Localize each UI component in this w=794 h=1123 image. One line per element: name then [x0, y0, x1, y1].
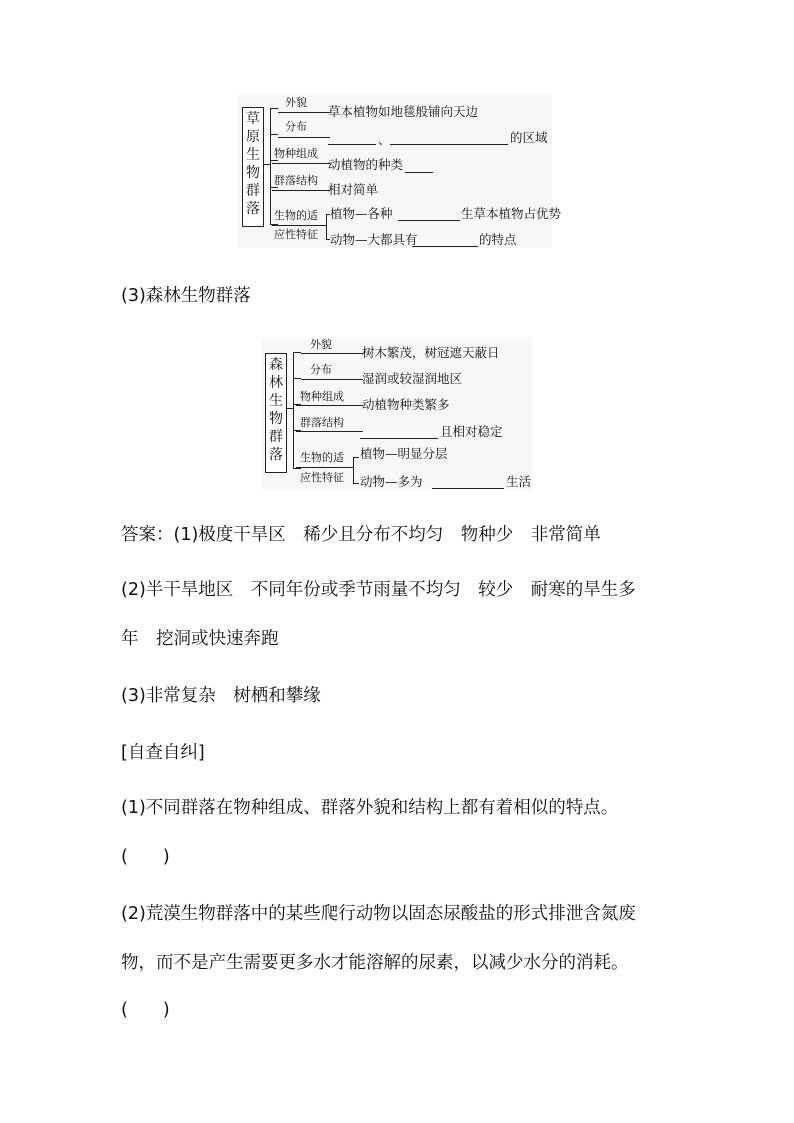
grassland-branch — [270, 108, 278, 109]
forest-label-adaptation: 应性特征 — [300, 471, 344, 484]
grassland-label-structure: 群落结构 — [274, 174, 318, 187]
grassland-label-underline — [278, 112, 326, 113]
forest-label-underline — [301, 353, 359, 354]
grassland-label-adaptation: 生物的适 — [274, 209, 318, 222]
grassland-title-char: 落 — [246, 201, 260, 217]
forest-label-distribution: 分布 — [310, 363, 332, 376]
forest-title-box — [265, 353, 287, 473]
grassland-blank — [328, 144, 376, 145]
forest-label-structure: 群落结构 — [300, 416, 344, 429]
forest-value-species: 动植物种类繁多 — [362, 397, 450, 412]
section-title-forest: (3)森林生物群落 — [121, 286, 251, 306]
self-check-answer-parens-1[interactable]: ( ) — [121, 847, 170, 867]
forest-sub-branch — [353, 483, 359, 484]
forest-sub-branch — [353, 457, 359, 458]
forest-value-distribution: 湿润或较湿润地区 — [362, 371, 463, 386]
grassland-value-plant-suffix: 生草本植物占优势 — [461, 206, 562, 221]
forest-blank — [360, 438, 438, 439]
forest-label-underline — [296, 431, 359, 432]
self-check-question-2-line-1: (2)荒漠生物群落中的某些爬行动物以固态尿酸盐的形式排泄含氮废 — [121, 904, 636, 924]
self-check-heading: [自查自纠] — [121, 743, 205, 763]
forest-label-adaptation: 生物的适 — [300, 451, 344, 464]
forest-value-structure-suffix: 且相对稳定 — [440, 424, 503, 439]
grassland-value-structure: 相对简单 — [328, 182, 379, 197]
grassland-label-appearance: 外貌 — [285, 96, 307, 109]
grassland-label-underline — [272, 163, 326, 164]
forest-label-underline — [296, 405, 359, 406]
grassland-label-adaptation: 应性特征 — [274, 228, 318, 241]
grassland-title-box — [242, 107, 264, 227]
grassland-blank — [405, 172, 433, 173]
grassland-blank — [398, 220, 460, 221]
grassland-subbracket — [326, 214, 327, 239]
grassland-label-underline — [278, 137, 326, 138]
answer-line-4: (3)非常复杂 树栖和攀缘 — [121, 686, 321, 706]
forest-label-underline — [296, 467, 353, 468]
forest-subbracket — [353, 457, 354, 483]
forest-blank — [432, 488, 504, 489]
forest-value-animal-suffix: 生活 — [506, 474, 532, 489]
forest-branch — [293, 378, 301, 379]
answer-line-1: 答案：(1)极度干旱区 稀少且分布不均匀 物种少 非常简单 — [121, 525, 601, 545]
grassland-value-animal-prefix: 动物—大都具有 — [330, 232, 418, 247]
forest-title-char: 落 — [269, 447, 283, 463]
grassland-value-animal-suffix: 的特点 — [479, 232, 517, 247]
forest-value-plant: 植物—明显分层 — [360, 446, 448, 461]
self-check-question-2-line-2: 物，而不是产生需要更多水才能溶解的尿素，以减少水分的消耗。 — [121, 953, 629, 973]
forest-value-animal-prefix: 动物—多为 — [360, 474, 423, 489]
grassland-blank — [412, 246, 478, 247]
grassland-distribution-separator: 、 — [378, 132, 391, 147]
forest-title-char: 林 — [269, 375, 283, 391]
grassland-branch — [270, 134, 278, 135]
forest-label-species: 物种组成 — [300, 390, 344, 403]
forest-label-underline — [301, 379, 359, 380]
forest-label-appearance: 外貌 — [310, 338, 332, 351]
grassland-distribution-end: 的区域 — [510, 130, 548, 145]
grassland-value-appearance: 草本植物如地毯般铺向天边 — [328, 104, 479, 119]
forest-branch — [293, 468, 301, 469]
grassland-value-line — [326, 137, 330, 138]
grassland-label-species: 物种组成 — [274, 147, 318, 160]
answer-line-3: 年 挖洞或快速奔跑 — [121, 629, 279, 649]
grassland-value-species: 动植物的种类 — [328, 157, 404, 172]
answer-line-2: (2)半干旱地区 不同年份或季节雨量不均匀 较少 耐寒的旱生多 — [121, 580, 636, 600]
grassland-value-plant-prefix: 植物—各种 — [330, 206, 393, 221]
self-check-answer-parens-2[interactable]: ( ) — [121, 1000, 170, 1020]
grassland-blank — [390, 144, 508, 145]
forest-bracket — [293, 352, 294, 468]
self-check-question-1: (1)不同群落在物种组成、群落外貌和结构上都有着相似的特点。 — [121, 798, 619, 818]
grassland-label-underline — [272, 190, 326, 191]
forest-branch — [293, 352, 301, 353]
forest-value-line — [359, 431, 363, 432]
forest-title-char: 森 — [269, 357, 283, 373]
grassland-label-distribution: 分布 — [285, 120, 307, 133]
grassland-bracket — [270, 108, 271, 224]
grassland-title-char: 物 — [246, 165, 260, 181]
grassland-diagram — [238, 94, 562, 248]
forest-title-char: 生 — [269, 393, 283, 409]
forest-title-char: 群 — [269, 429, 283, 445]
forest-value-appearance: 树木繁茂，树冠遮天蔽日 — [362, 345, 500, 360]
grassland-label-underline — [272, 225, 326, 226]
grassland-title-char: 群 — [246, 183, 260, 199]
grassland-title-char: 生 — [246, 147, 260, 163]
grassland-title-char: 草 — [246, 111, 260, 127]
grassland-title-char: 原 — [246, 129, 260, 145]
forest-title-char: 物 — [269, 411, 283, 427]
forest-diagram — [262, 338, 532, 490]
